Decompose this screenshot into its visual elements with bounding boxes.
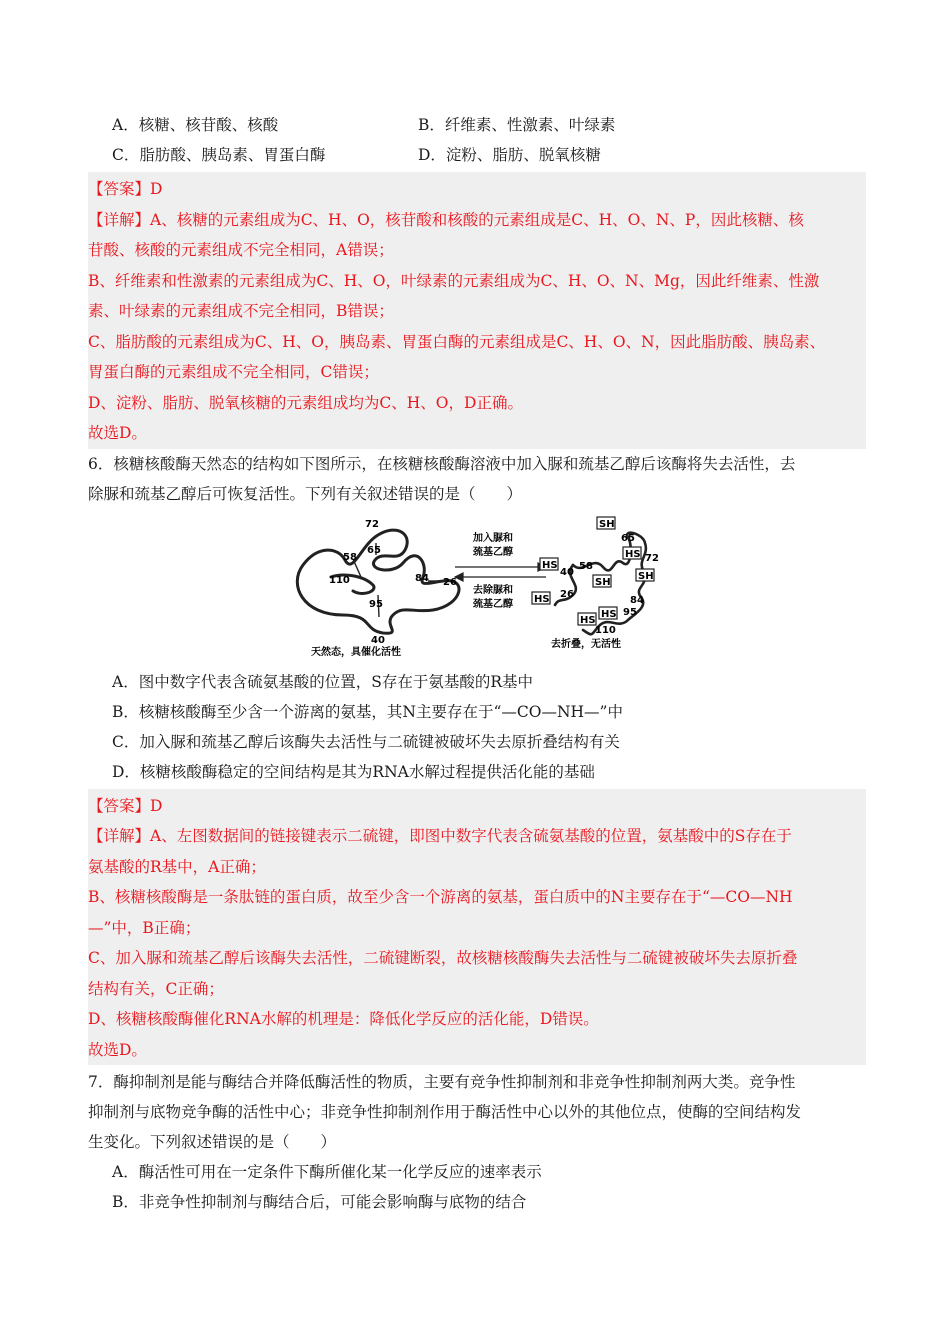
q5-detail-line: 苷酸、核酸的元素组成不完全相同，A错误；: [88, 241, 394, 259]
right-number: 110: [595, 624, 616, 636]
q5-detail-line: C、脂肪酸的元素组成为C、H、O，胰岛素、胃蛋白酶的元素组成是C、H、O、N，因此脂肪酸、胰岛素、: [88, 332, 826, 351]
left-number: 72: [365, 518, 379, 530]
sh-group: HS: [625, 548, 641, 560]
page: [88, 110, 866, 1217]
q5-options-row-2: [88, 140, 866, 170]
q5-options-row-1: [88, 110, 866, 140]
arrow-bottom-label: 巯基乙醇: [473, 598, 513, 610]
right-number: 95: [623, 606, 637, 618]
hs-group: HS: [601, 608, 617, 620]
q6-figure: [88, 515, 866, 661]
q5-option-d[interactable]: D．淀粉、脂肪、脱氧核糖: [418, 146, 601, 164]
q6-stem: [88, 449, 866, 509]
ribonuclease-diagram: [283, 515, 673, 661]
right-number: 26: [560, 588, 574, 600]
q5-detail-line: 故选D。: [88, 424, 147, 442]
arrow-top-label: 巯基乙醇: [473, 546, 513, 558]
q6-stem-line: 6．核糖核酸酶天然态的结构如下图所示，在核糖核酸酶溶液中加入脲和巯基乙醇后该酶将失去活性，去: [88, 454, 796, 473]
sh-group: SH: [599, 518, 615, 530]
right-number: 40: [560, 566, 574, 578]
q6-detail-line: B、核糖核酸酶是一条肽链的蛋白质，故至少含一个游离的氨基，蛋白质中的N主要存在于“—CO—NH: [88, 888, 793, 906]
q6-answer: 【答案】D: [88, 796, 163, 815]
left-number: 58: [343, 551, 357, 563]
q6-detail-line: C、加入脲和巯基乙醇后该酶失去活性，二硫键断裂，故核糖核酸酶失去活性与二硫键被破坏失去原折叠: [88, 949, 798, 967]
q6-detail-line: 【详解】A、左图数据间的链接键表示二硫键，即图中数字代表含硫氨基酸的位置，氨基酸中的S存在于: [88, 827, 792, 845]
q6-stem-line: 除脲和巯基乙醇后可恢复活性。下列有关叙述错误的是（ ）: [88, 484, 523, 503]
right-number: 84: [630, 594, 644, 606]
left-number: 65: [367, 544, 381, 556]
q5-detail-line: B、纤维素和性激素的元素组成为C、H、O，叶绿素的元素组成为C、H、O、N、Mg，因此纤维素、性激: [88, 271, 820, 290]
arrow-bottom-label: 去除脲和: [473, 584, 513, 596]
hs-group: HS: [534, 593, 550, 605]
q6-detail-line: 故选D。: [88, 1040, 147, 1059]
q5-option-c[interactable]: C．脂肪酸、胰岛素、胃蛋白酶: [112, 146, 326, 164]
q5-option-a[interactable]: A．核糖、核苷酸、核酸: [112, 116, 279, 134]
q6-option-b[interactable]: B．核糖核酸酶至少含一个游离的氨基，其N主要存在于“—CO—NH—”中: [112, 702, 623, 721]
q7-stem-line: 抑制剂与底物竞争酶的活性中心；非竞争性抑制剂作用于酶活性中心以外的其他位点，使酶的空间结构发: [88, 1103, 802, 1121]
hs-group: HS: [580, 614, 596, 626]
q6-detail-line: —”中，B正确；: [88, 918, 201, 937]
q5-detail-line: 素、叶绿素的元素组成不完全相同，B错误；: [88, 302, 394, 320]
q5-answer-box: [88, 172, 866, 449]
q5-detail-line: 胃蛋白酶的元素组成不完全相同，C错误；: [88, 363, 379, 381]
q7-option-a[interactable]: A．酶活性可用在一定条件下酶所催化某一化学反应的速率表示: [112, 1163, 542, 1181]
q6-detail-line: 氨基酸的R基中，A正确；: [88, 857, 266, 876]
q5-detail-line: 【详解】A、核糖的元素组成为C、H、O，核苷酸和核酸的元素组成是C、H、O、N、P，因此核糖、核: [88, 210, 804, 229]
unfolded-state-label: 去折叠，无活性: [551, 638, 621, 650]
q6-option-c[interactable]: C．加入脲和巯基乙醇后该酶失去活性与二硫键被破坏失去原折叠结构有关: [112, 732, 620, 751]
right-number: 58: [579, 560, 593, 572]
left-number: 84: [415, 572, 429, 584]
arrow-top-label: 加入脲和: [473, 532, 513, 544]
left-number: 40: [371, 634, 385, 646]
q6-option-a[interactable]: A．图中数字代表含硫氨基酸的位置，S存在于氨基酸的R基中: [112, 672, 533, 691]
q5-detail-line: D、淀粉、脂肪、脱氧核糖的元素组成均为C、H、O，D正确。: [88, 393, 523, 412]
q5-option-b[interactable]: B．纤维素、性激素、叶绿素: [418, 116, 616, 134]
q7-option-b[interactable]: B．非竞争性抑制剂与酶结合后，可能会影响酶与底物的结合: [112, 1193, 527, 1211]
q7-stem-line: 7．酶抑制剂是能与酶结合并降低酶活性的物质，主要有竞争性抑制剂和非竞争性抑制剂两大类。竞争性: [88, 1073, 796, 1091]
q7-stem-line: 生变化。下列叙述错误的是（ ）: [88, 1133, 337, 1151]
q6-detail-line: 结构有关，C正确；: [88, 979, 224, 998]
left-number: 95: [369, 598, 383, 610]
sh-group: SH: [638, 570, 654, 582]
left-number: 110: [329, 574, 350, 586]
q6-option-d[interactable]: D．核糖核酸酶稳定的空间结构是其为RNA水解过程提供活化能的基础: [112, 762, 595, 781]
q6-detail-line: D、核糖核酸酶催化RNA水解的机理是：降低化学反应的活化能，D错误。: [88, 1010, 599, 1028]
native-state-label: 天然态，具催化活性: [311, 646, 401, 658]
q7-stem: [88, 1067, 866, 1157]
left-number: 26: [443, 576, 457, 588]
q5-answer: 【答案】D: [88, 180, 163, 198]
right-number: 72: [645, 552, 659, 564]
hs-group: HS: [542, 559, 558, 571]
equilibrium-arrows: [455, 563, 546, 581]
sh-group: SH: [595, 576, 611, 588]
right-number: 65: [621, 532, 635, 544]
q6-answer-box: [88, 789, 866, 1066]
